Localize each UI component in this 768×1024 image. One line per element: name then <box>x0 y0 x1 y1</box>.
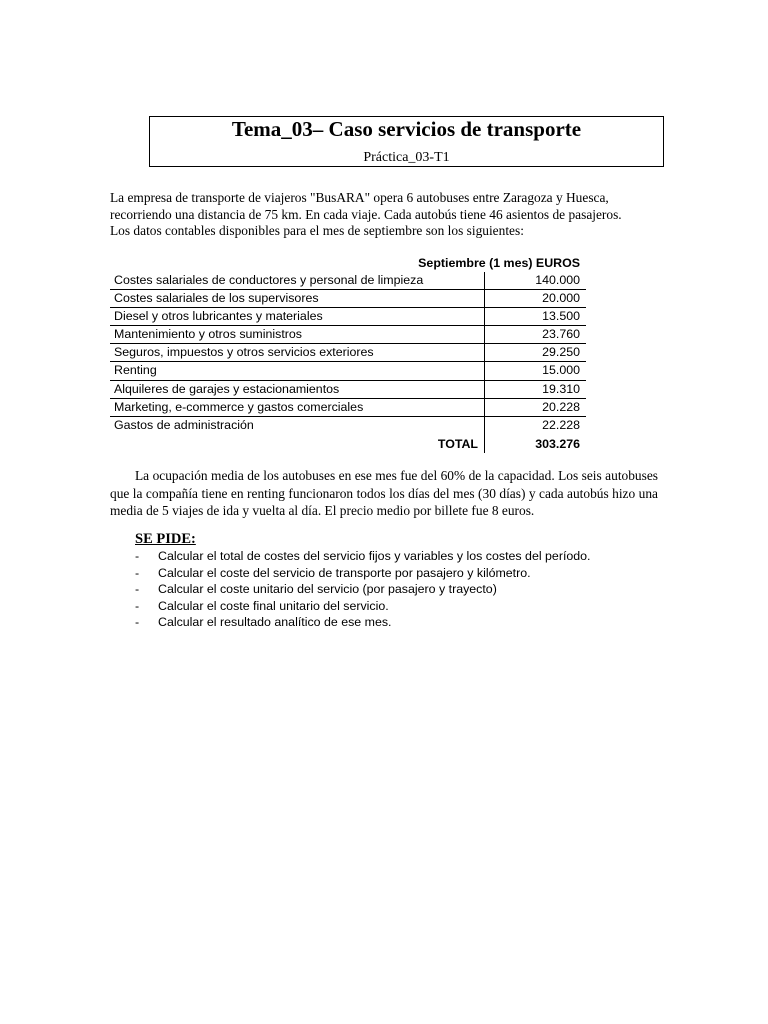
task-text: Calcular el coste final unitario del servicio. <box>158 598 389 613</box>
table-row <box>110 272 586 290</box>
task-text: Calcular el resultado analítico de ese mes. <box>158 615 392 629</box>
bullet-dash: - <box>135 615 140 629</box>
intro-line: recorriendo una distancia de 75 km. En cada viaje. Cada autobús tiene 46 asientos de pasajeros. <box>110 206 622 222</box>
row-amount: 29.250 <box>542 345 580 360</box>
table-header: Septiembre (1 mes) EUROS <box>418 256 580 270</box>
table-row <box>110 381 586 399</box>
intro-line: Los datos contables disponibles para el mes de septiembre son los siguientes: <box>110 223 524 238</box>
list-item <box>110 581 670 598</box>
tasks-heading: SE PIDE: <box>135 531 196 547</box>
table-row <box>110 308 586 326</box>
task-text: Calcular el coste del servicio de transporte por pasajero y kilómetro. <box>158 565 531 580</box>
row-concept: Costes salariales de conductores y personal de limpieza <box>110 272 485 289</box>
total-value: 303.276 <box>535 436 580 451</box>
row-amount: 20.000 <box>542 291 580 306</box>
table-row <box>110 326 586 344</box>
intro-line: La empresa de transporte de viajeros "BusARA" opera 6 autobuses entre Zaragoza y Huesca, <box>110 190 609 205</box>
row-amount: 15.000 <box>542 363 580 378</box>
list-item <box>110 614 670 631</box>
task-list <box>110 548 670 631</box>
row-amount: 19.310 <box>542 381 580 396</box>
row-amount: 13.500 <box>542 309 580 324</box>
table-row <box>110 290 586 308</box>
row-concept: Gastos de administración <box>110 417 485 435</box>
intro-paragraph <box>110 190 658 240</box>
table-row <box>110 399 586 417</box>
row-concept: Seguros, impuestos y otros servicios exteriores <box>110 344 485 361</box>
table-row <box>110 344 586 362</box>
row-amount: 140.000 <box>535 273 580 287</box>
row-concept: Alquileres de garajes y estacionamientos <box>110 381 485 398</box>
list-item <box>110 548 670 565</box>
bullet-dash: - <box>135 549 140 563</box>
row-concept: Diesel y otros lubricantes y materiales <box>110 308 485 325</box>
row-concept: Marketing, e-commerce y gastos comerciales <box>110 399 485 416</box>
row-amount: 23.760 <box>542 327 580 342</box>
list-item <box>110 565 670 582</box>
occupancy-paragraph: La ocupación media de los autobuses en ese mes fue del 60% de la capacidad. Los seis autobuses que la compañía tiene en renting funcionaron todos los días del mes (30 días) y cada autobús hizo una media de 5 viajes de ida y vuelta al día. El precio medio por billete fue 8 euros. <box>110 468 658 518</box>
row-concept: Mantenimiento y otros suministros <box>110 326 485 343</box>
list-item <box>110 598 670 615</box>
bullet-dash: - <box>135 565 140 580</box>
total-label: TOTAL <box>110 435 485 453</box>
bullet-dash: - <box>135 582 140 596</box>
task-text: Calcular el total de costes del servicio fijos y variables y los costes del período. <box>158 549 591 563</box>
table-row <box>110 417 586 435</box>
row-concept: Renting <box>110 362 485 379</box>
document-subtitle: Práctica_03-T1 <box>363 150 450 165</box>
table-row <box>110 362 586 380</box>
row-amount: 20.228 <box>542 399 580 414</box>
row-concept: Costes salariales de los supervisores <box>110 290 485 307</box>
cost-table <box>110 255 586 453</box>
document-title: Tema_03– Caso servicios de transporte <box>231 117 582 141</box>
table-total-row <box>110 435 586 453</box>
task-text: Calcular el coste unitario del servicio (por pasajero y trayecto) <box>158 582 497 596</box>
bullet-dash: - <box>135 598 140 613</box>
title-box <box>149 116 664 167</box>
row-amount: 22.228 <box>542 417 580 432</box>
